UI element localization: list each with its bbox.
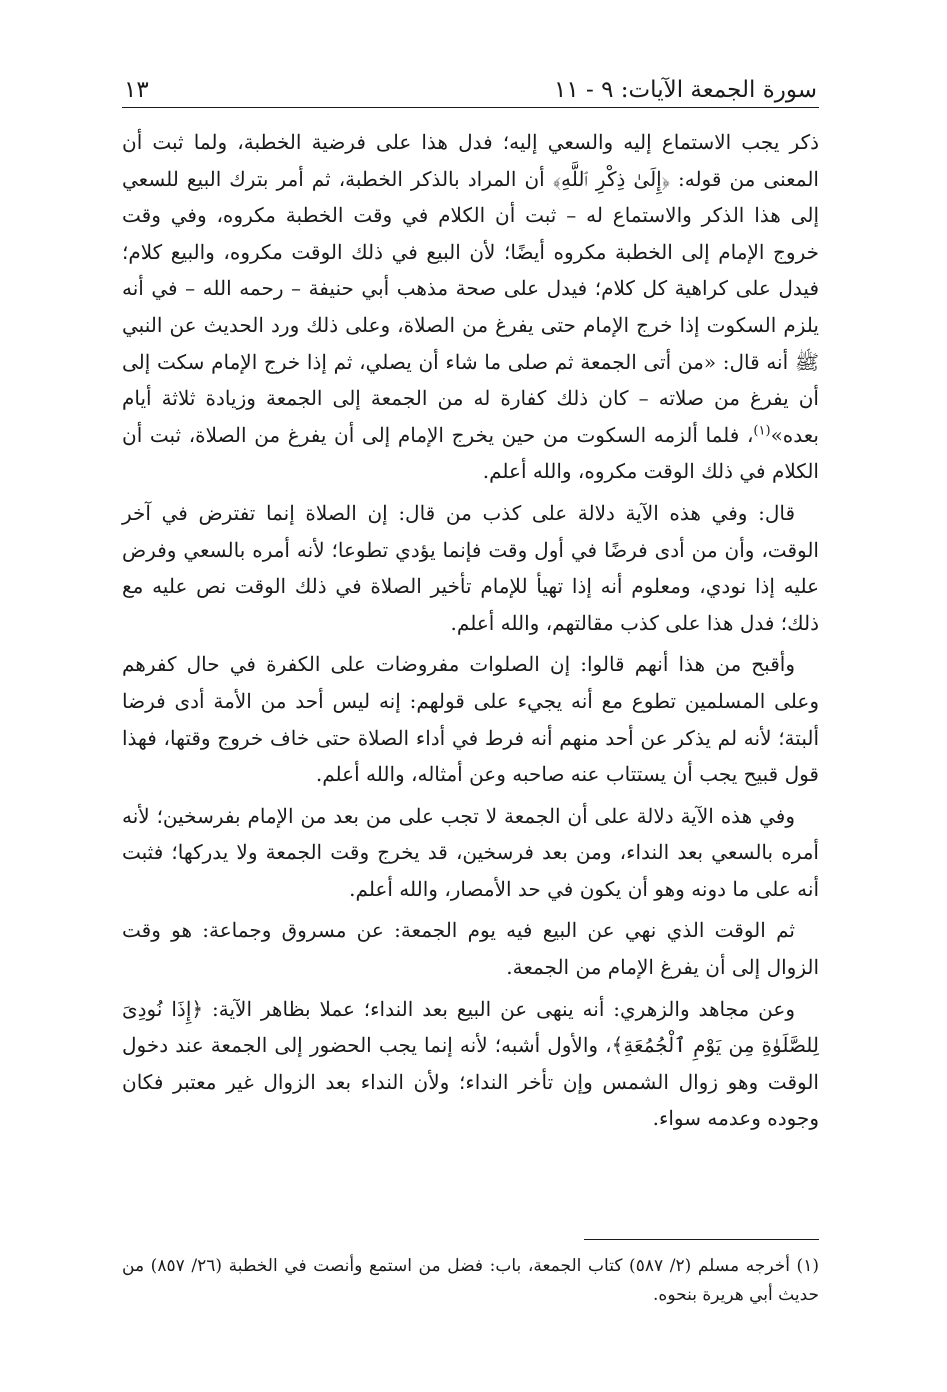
main-text	[122, 124, 819, 1142]
running-header	[124, 62, 817, 102]
paragraph: وعن مجاهد والزهري: أنه ينهى عن البيع بعد النداء؛ عملا بظاهر الآية: ﴿إِذَا نُودِىَ لِلصَّلَوٰةِ مِن يَوْمِ ٱلْجُمُعَةِ﴾، والأول أشبه؛ لأنه إنما يجب الحضور إلى الجمعة عند دخول الوقت وهو زوال الشمس وإن تأخر النداء؛ ولأن النداء بعد الزوال غير معتبر فكان وجوده وعدمه سواء.	[122, 996, 819, 1131]
header-rule	[122, 107, 819, 108]
footnote-rule	[584, 1239, 819, 1240]
paragraph: قال: وفي هذه الآية دلالة على كذب من قال: إن الصلاة إنما تفترض في آخر الوقت، وأن من أدى فرضًا في أول وقت فإنما يؤدي تطوعا؛ لأنه أمره بالسعي وفرض عليه إذا نودي، ومعلوم أنه إذا تهيأ للإمام تأخير الصلاة في ذلك الوقت نص عليه مع ذلك؛ فدل هذا على كذب مقالتهم، والله أعلم.	[122, 500, 819, 635]
paragraph: وأقبح من هذا أنهم قالوا: إن الصلوات مفروضات على الكفرة في حال كفرهم وعلى المسلمين تطوع مع أنه يجيء على قولهم: إنه ليس أحد من الأمة أدى فرضا ألبتة؛ لأنه لم يذكر عن أحد منهم أنه فرط في أداء الصلاة حتى خاف خروج وقتها، فهذا قول قبيح يجب أن يستتاب عنه صاحبه وعن أمثاله، والله أعلم.	[122, 652, 819, 787]
footnote: (١) أخرجه مسلم (٢/ ٥٨٧) كتاب الجمعة، باب: فضل من استمع وأنصت في الخطبة (٢٦/ ٨٥٧) من حديث أبي هريرة بنحوه.	[122, 1256, 819, 1305]
paragraph: ذكر يجب الاستماع إليه والسعي إليه؛ فدل هذا على فرضية الخطبة، ولما ثبت أن المعنى من قوله: ﴿إِلَىٰ ذِكْرِ ٱللَّهِ﴾ أن المراد بالذكر الخطبة، ثم أمر بترك البيع للسعي إلى هذا الذكر والاستماع له – ثبت أن الكلام في وقت الخطبة مكروه، وفي وقت خروج الإمام إلى الخطبة مكروه أيضًا؛ لأن البيع في ذلك الوقت مكروه، والبيع كلام؛ فيدل على كراهية كل كلام؛ فيدل على صحة مذهب أبي حنيفة – رحمه الله – في أنه يلزم السكوت إذا خرج الإمام حتى يفرغ من الصلاة، وعلى ذلك ورد الحديث عن النبي ﷺ أنه قال: «من أتى الجمعة ثم صلى ما شاء أن يصلي، ثم إذا خرج الإمام سكت إلى أن يفرغ من صلاته – كان ذلك كفارة له من الجمعة إلى الجمعة وزيادة ثلاثة أيام بعده»$^{(١)}$، فلما ألزمه السكوت من حين يخرج الإمام إلى أن يفرغ من الصلاة، ثبت أن الكلام في ذلك الوقت مكروه، والله أعلم.	[122, 130, 819, 484]
paragraph: ثم الوقت الذي نهي عن البيع فيه يوم الجمعة: عن مسروق وجماعة: هو وقت الزوال إلى أن يفرغ الإمام من الجمعة.	[122, 918, 819, 980]
footnote-marker: (١)	[753, 423, 771, 439]
footnotes	[122, 1252, 819, 1310]
running-title: سورة الجمعة الآيات: ٩ - ١١	[553, 77, 817, 103]
page-number: ١٣	[124, 77, 149, 103]
paragraph: وفي هذه الآية دلالة على أن الجمعة لا تجب على من بعد من الإمام بفرسخين؛ لأنه أمره بالسعي بعد النداء، ومن بعد فرسخين، قد يخرج وقت الجمعة ولا يدركها؛ فثبت أنه على ما دونه وهو أن يكون في حد الأمصار، والله أعلم.	[122, 803, 819, 901]
